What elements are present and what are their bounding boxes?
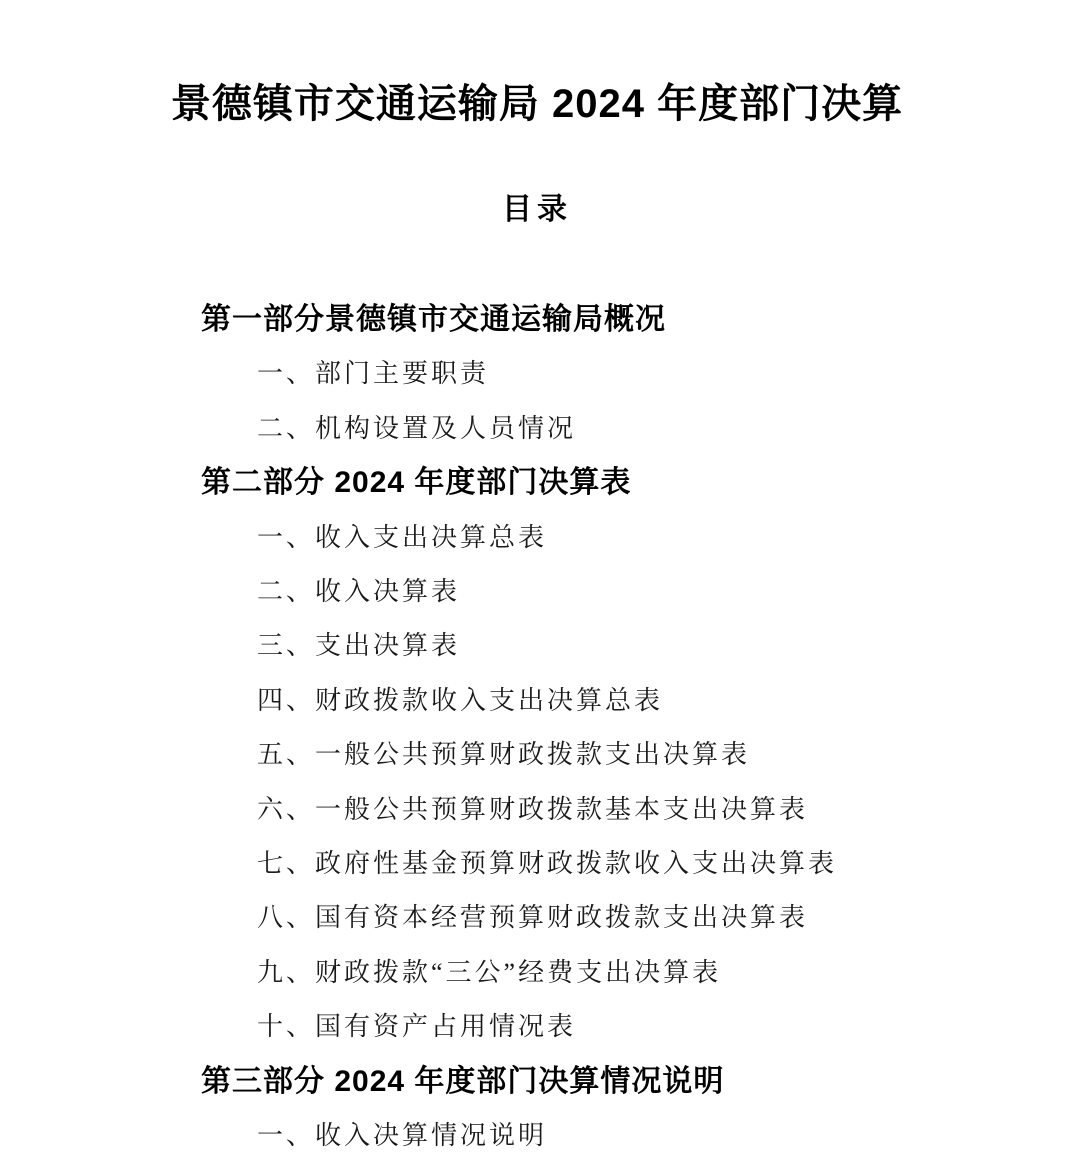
toc-item: 五、一般公共预算财政拨款支出决算表 — [257, 740, 751, 770]
toc-section-heading: 第一部分景德镇市交通运输局概况 — [201, 303, 666, 336]
toc-item: 八、国有资本经营预算财政拨款支出决算表 — [257, 903, 809, 933]
toc-item: 一、收入决算情况说明 — [257, 1121, 548, 1151]
toc-item: 二、收入决算表 — [257, 577, 461, 607]
toc-item: 三、支出决算表 — [257, 631, 461, 661]
toc-item: 七、政府性基金预算财政拨款收入支出决算表 — [257, 849, 838, 879]
toc-section-heading: 第三部分 2024 年度部门决算情况说明 — [201, 1064, 725, 1098]
toc-section-heading: 第二部分 2024 年度部门决算表 — [201, 466, 632, 500]
toc-item: 一、部门主要职责 — [257, 359, 490, 389]
toc-title: 目录 — [502, 193, 572, 226]
toc-item: 九、财政拨款“三公”经费支出决算表 — [257, 957, 722, 987]
toc-item: 一、收入支出决算总表 — [257, 522, 548, 552]
table-of-contents — [0, 293, 1074, 1164]
toc-item: 六、一般公共预算财政拨款基本支出决算表 — [257, 794, 809, 824]
toc-item: 二、机构设置及人员情况 — [257, 413, 577, 443]
document-title: 景德镇市交通运输局 2024 年度部门决算 — [170, 82, 904, 126]
toc-item: 十、国有资产占用情况表 — [257, 1012, 577, 1042]
toc-item: 四、财政拨款收入支出决算总表 — [257, 685, 664, 715]
